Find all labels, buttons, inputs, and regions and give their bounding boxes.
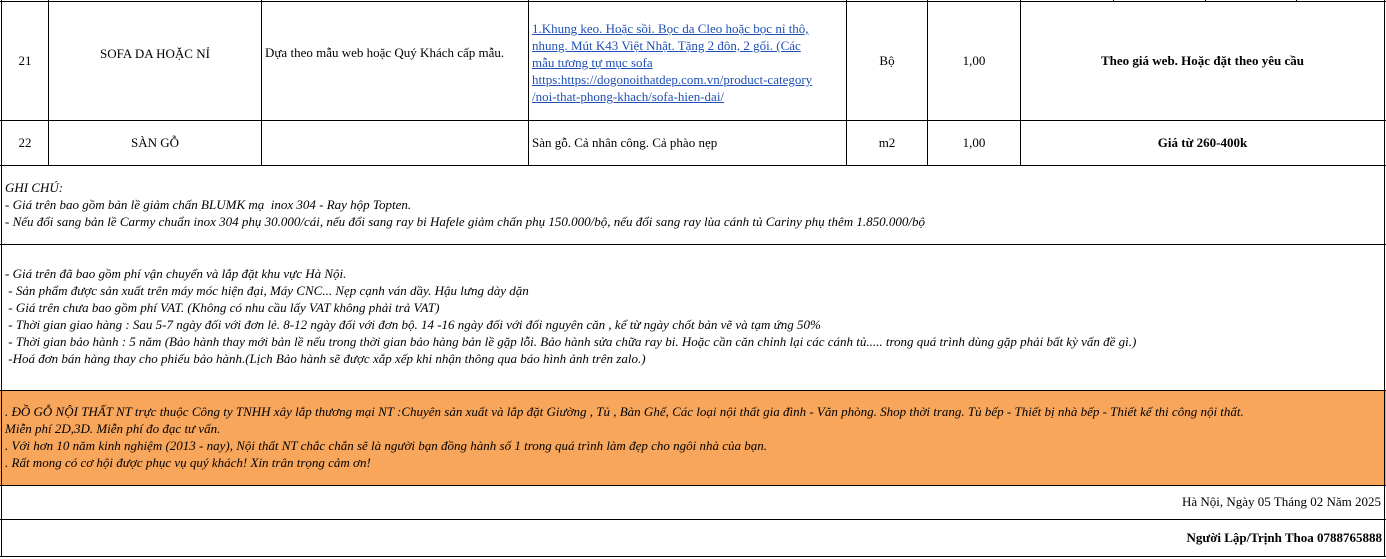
design-note: Dựa theo mẫu web hoặc Quý Khách cấp mẫu.: [265, 45, 505, 60]
note-line: - Thời gian giao hàng : Sau 5-7 ngày đối với đơn lẻ. 8-12 ngày đối với đơn bộ. 14 -16 ngày đối với đối nguyên căn , kể từ ngày chốt bản vẽ và tạm ứng 50%: [5, 317, 821, 332]
note-line: - Sản phẩm được sản xuất trên máy móc hiện đại, Máy CNC... Nẹp cạnh ván dầy. Hậu lưng dày dặn: [5, 283, 529, 298]
grid-line: [0, 244, 1386, 245]
note-line: - Giá trên chưa bao gồm phí VAT. (Không có nhu cầu lấy VAT không phải trả VAT): [5, 300, 440, 315]
product-name: SÀN GỖ: [130, 135, 180, 150]
company-line: Miễn phí 2D,3D. Miễn phí đo đạc tư vấn.: [5, 421, 221, 436]
product-name: SOFA DA HOẶC NỈ: [100, 46, 210, 61]
note-line: - Thời gian bảo hành : 5 năm (Bảo hành thay mới bản lề nếu trong thời gian bảo hàng bản lề gặp lỗi. Bảo hành sửa chữa ray bi. Hoặc cần căn chỉnh lại các cánh tủ..... trong quá trình dùng gặp phải bất kỳ vấn đề gì.): [5, 334, 1137, 349]
note-line: -Hoá đơn bán hàng thay cho phiếu bảo hành.(Lịch Bảo hành sẽ được xắp xếp khi nhận thông qua báo hình ảnh trên zalo.): [5, 351, 646, 366]
grid-line: [528, 0, 529, 165]
quantity: 1,00: [962, 53, 986, 68]
company-line: . ĐỒ GỖ NỘI THẤT NT trực thuộc Công ty TNHH xây lắp thương mại NT :Chuyên sản xuất và lắp đặt Giường , Tủ , Bàn Ghế, Các loại nội thất gia đình - Văn phòng. Shop thời trang. Tủ bếp - Thiết bị nhà bếp - Thiết kế thi công nội thất.: [5, 404, 1244, 419]
spec-link-line[interactable]: 1.Khung keo. Hoặc sồi. Bọc da Cleo hoặc bọc nỉ thô,: [532, 21, 809, 36]
note-heading: GHI CHÚ:: [5, 180, 64, 195]
spec-link-line[interactable]: https:https://dogonoithatdep.com.vn/product-category: [532, 72, 813, 87]
company-line: . Với hơn 10 năm kinh nghiệm (2013 - nay), Nội thất NT chắc chắn sẽ là người bạn đồng hành số 1 trong quá trình làm đẹp cho ngôi nhà của bạn.: [5, 438, 767, 453]
grid-line: [0, 519, 1386, 520]
notes-hardware: [5, 179, 1381, 230]
unit: m2: [878, 135, 896, 150]
price: Theo giá web. Hoặc đặt theo yêu cầu: [1101, 53, 1304, 68]
price: Giá từ 260-400k: [1157, 135, 1248, 150]
spec-cell: Sàn gỗ. Cả nhân công. Cả phào nẹp: [532, 135, 718, 150]
unit: Bộ: [879, 53, 895, 68]
spec-link-line[interactable]: mẫu tương tự mục sofa: [532, 55, 653, 70]
grid-line: [1384, 0, 1385, 556]
spec-cell: [532, 20, 844, 105]
company-line: . Rất mong có cơ hội được phục vụ quý khách! Xin trân trọng cảm ơn!: [5, 455, 371, 470]
spec-link-line[interactable]: nhung. Mút K43 Việt Nhật. Tặng 2 đôn, 2 gối. (Các: [532, 38, 801, 53]
date-line: Hà Nội, Ngày 05 Tháng 02 Năm 2025: [1181, 494, 1381, 509]
grid-line: [0, 165, 1386, 166]
design-note: [265, 121, 523, 165]
row-number: 22: [18, 135, 32, 150]
grid-line: [0, 556, 1386, 557]
note-line: - Giá trên bao gồm bản lề giảm chấn BLUMK mạ inox 304 - Ray hộp Topten.: [5, 197, 412, 212]
row-number: 21: [18, 53, 32, 68]
grid-line: [261, 0, 262, 165]
note-line: - Nếu đổi sang bản lề Carmy chuẩn inox 304 phụ 30.000/cái, nếu đổi sang ray bi Hafele giảm chấn phụ 150.000/bộ, nếu đổi sang ray lùa cánh tủ Cariny phụ thêm 1.850.000/bộ: [5, 214, 926, 229]
notes-terms: [5, 265, 1381, 367]
signer: Người Lập/Trịnh Thoa 0788765888: [1186, 530, 1382, 545]
quantity: 1,00: [962, 135, 986, 150]
grid-line: [0, 485, 1386, 486]
spec-link-line[interactable]: /noi-that-phong-khach/sofa-hien-dai/: [532, 89, 725, 104]
grid-line: [0, 390, 1386, 391]
note-line: - Giá trên đã bao gồm phí vận chuyển và lắp đặt khu vực Hà Nội.: [5, 266, 347, 281]
company-intro: [5, 403, 1383, 471]
